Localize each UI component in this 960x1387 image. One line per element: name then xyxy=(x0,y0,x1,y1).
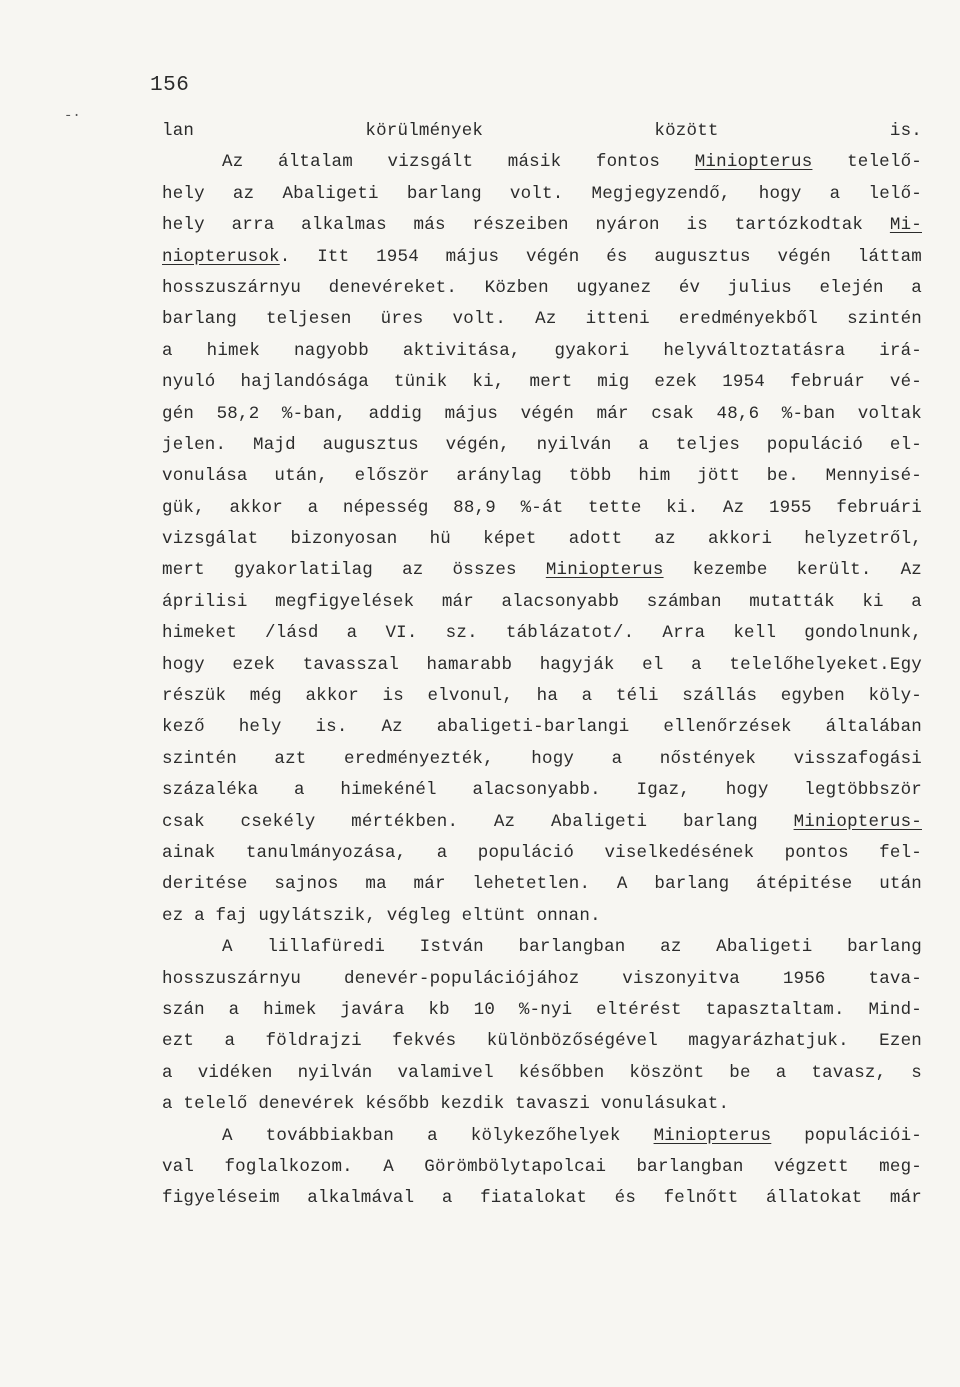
text-span: nyuló hajlandósága tünik ki, mert mig ezek 1954 február vé- xyxy=(162,372,922,393)
text-line xyxy=(162,964,922,995)
text-span: figyeléseim alkalmával a fiatalokat és felnőtt állatokat már xyxy=(162,1188,922,1209)
text-line xyxy=(162,116,922,147)
text-line xyxy=(162,1152,922,1183)
text-span: áprilisi megfigyelések már alacsonyabb számban mutatták ki a xyxy=(162,591,922,612)
text-span: barlang teljesen üres volt. Az itteni eredményekből szintén xyxy=(162,309,922,330)
underlined-term: Mi- xyxy=(889,215,922,236)
text-line xyxy=(162,869,922,900)
text-line xyxy=(162,304,922,335)
body-text xyxy=(162,116,922,1215)
text-span: a vidéken nyilván valamivel későbben köszönt be a tavasz, s xyxy=(162,1062,922,1083)
text-span: a telelő denevérek később kezdik tavaszi vonulásukat. xyxy=(162,1094,730,1115)
text-line xyxy=(162,650,922,681)
text-line xyxy=(162,242,922,273)
text-span: kező hely is. Az abaligeti-barlangi ellenőrzések általában xyxy=(162,717,922,738)
text-line xyxy=(162,838,922,869)
margin-mark: -· xyxy=(64,108,81,124)
text-line xyxy=(162,399,922,430)
text-span: csak csekély mértékben. Az Abaligeti barlang xyxy=(162,811,794,832)
underlined-term: Miniopterus xyxy=(653,1125,772,1146)
text-span: deritése sajnos ma már lehetetlen. A barlang átépitése után xyxy=(162,874,922,895)
text-line xyxy=(162,1026,922,1057)
text-line xyxy=(162,618,922,649)
text-line xyxy=(162,1183,922,1214)
text-span: vizsgálat bizonyosan hü képet adott az akkori helyzetről, xyxy=(162,529,922,550)
text-span: kezembe került. Az xyxy=(663,560,922,581)
text-line xyxy=(162,493,922,524)
text-line xyxy=(162,1121,922,1152)
text-span: ez a faj ugylátszik, végleg eltünt onnan. xyxy=(162,905,601,926)
text-span: A lillafüredi István barlangban az Abaligeti barlang xyxy=(222,937,922,958)
text-line xyxy=(162,712,922,743)
text-span: gük, akkor a népesség 88,9 %-át tette ki. Az 1955 februári xyxy=(162,497,922,518)
text-span: mert gyakorlatilag az összes xyxy=(162,560,546,581)
text-span: hosszuszárnyu denevér-populációjához viszonyitva 1956 tava- xyxy=(162,968,922,989)
text-line xyxy=(162,524,922,555)
text-span: gén 58,2 %-ban, addig május végén már csak 48,6 %-ban voltak xyxy=(162,403,922,424)
text-line xyxy=(162,995,922,1026)
underlined-term: Miniopterus xyxy=(694,152,813,173)
text-line xyxy=(162,461,922,492)
text-span: ezt a földrajzi fekvés különbözőségével magyarázhatjuk. Ezen xyxy=(162,1031,922,1052)
text-line xyxy=(162,1089,922,1120)
text-line xyxy=(162,932,922,963)
text-line xyxy=(162,430,922,461)
text-span: A továbbiakban a kölykezőhelyek xyxy=(222,1125,654,1146)
text-span: populációi- xyxy=(771,1125,922,1146)
text-span: hely az Abaligeti barlang volt. Megjegyzendő, hogy a lelő- xyxy=(162,183,922,204)
page-number: 156 xyxy=(150,74,190,97)
text-line xyxy=(162,587,922,618)
text-span: lan körülmények között is. xyxy=(162,121,922,141)
text-line xyxy=(162,555,922,586)
text-line xyxy=(162,367,922,398)
text-span: jelen. Majd augusztus végén, nyilván a teljes populáció el- xyxy=(162,434,922,455)
text-span: val foglalkozom. A Görömbölytapolcai barlangban végzett meg- xyxy=(162,1156,922,1177)
text-line xyxy=(162,681,922,712)
text-line xyxy=(162,147,922,178)
text-line xyxy=(162,807,922,838)
text-line xyxy=(162,179,922,210)
underlined-term: Miniopterus xyxy=(545,560,664,581)
text-line xyxy=(162,336,922,367)
text-span: Az általam vizsgált másik fontos xyxy=(222,152,695,173)
text-span: szintén azt eredményezték, hogy a nőstények visszafogási xyxy=(162,748,922,769)
text-span: hely arra alkalmas más részeiben nyáron is tartózkodtak xyxy=(162,215,890,236)
text-span: százaléka a himekénél alacsonyabb. Igaz, hogy legtöbbször xyxy=(162,780,922,801)
underlined-term: niopterusok xyxy=(162,246,280,267)
text-span: hogy ezek tavasszal hamarabb hagyják el a telelőhelyeket.Egy xyxy=(162,654,922,675)
text-span: vonulása után, először aránylag több him jött be. Mennyisé- xyxy=(162,466,922,487)
text-span: hosszuszárnyu denevéreket. Közben ugyanez év julius elején a xyxy=(162,277,922,298)
text-line xyxy=(162,1058,922,1089)
text-line xyxy=(162,744,922,775)
underlined-term: Miniopterus- xyxy=(793,811,922,832)
text-span: a himek nagyobb aktivitása, gyakori helyváltoztatásra irá- xyxy=(162,340,922,361)
text-span: szán a himek javára kb 10 %-nyi eltérést tapasztaltam. Mind- xyxy=(162,999,922,1020)
text-span: részük még akkor is elvonul, ha a téli szállás egyben köly- xyxy=(162,686,922,707)
text-line xyxy=(162,901,922,932)
text-line xyxy=(162,210,922,241)
text-span: himeket /lásd a VI. sz. táblázatot/. Arra kell gondolnunk, xyxy=(162,623,922,644)
text-span: telelő- xyxy=(812,152,922,173)
text-span: . Itt 1954 május végén és augusztus végén láttam xyxy=(279,246,922,267)
text-span: ainak tanulmányozása, a populáció viselkedésének pontos fel- xyxy=(162,842,922,863)
text-line xyxy=(162,273,922,304)
text-line xyxy=(162,775,922,806)
